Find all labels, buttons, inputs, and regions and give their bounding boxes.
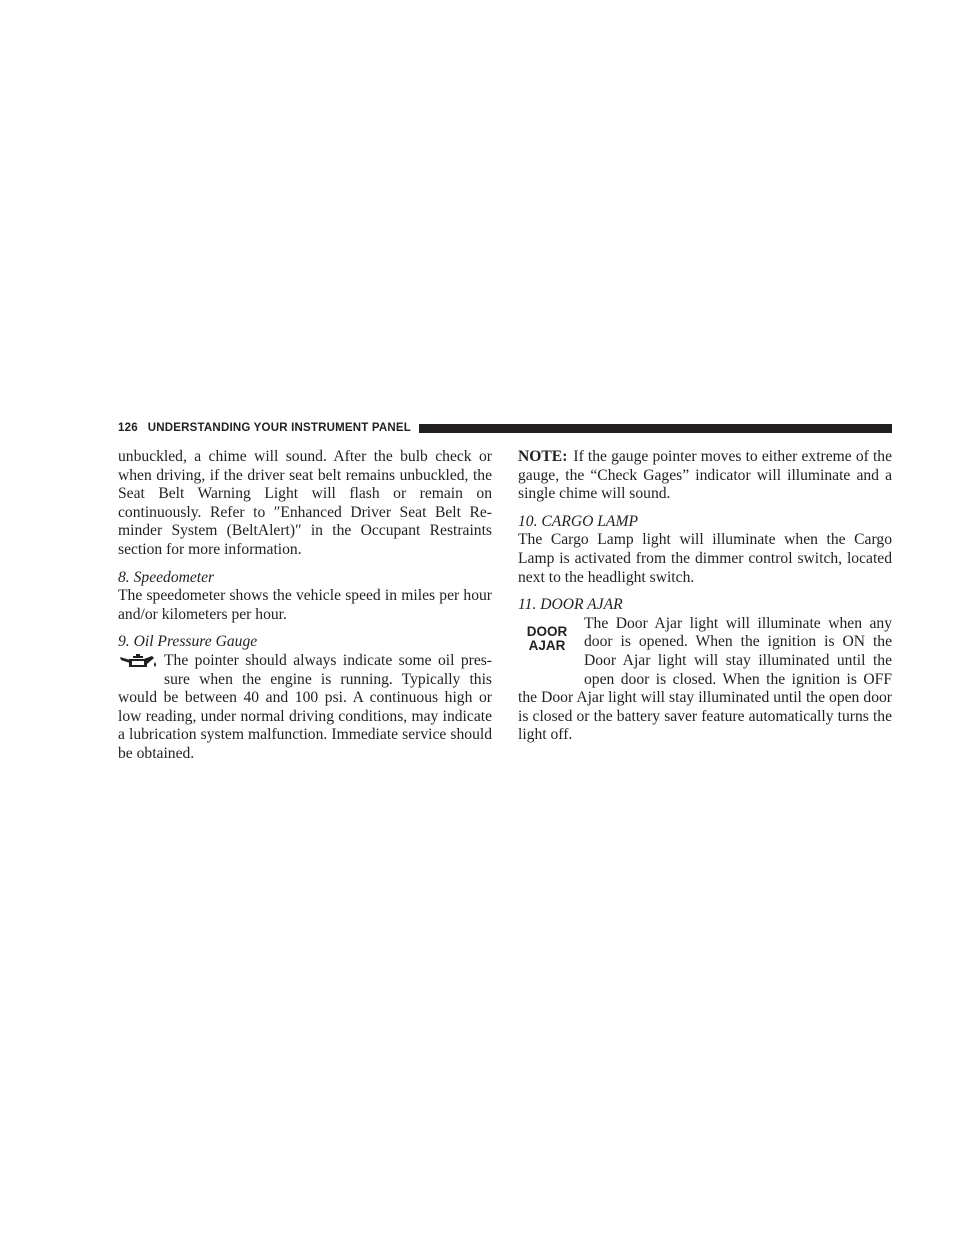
header-rule — [419, 424, 892, 433]
speedometer-paragraph: The speedometer shows the vehicle speed in miles per hour and/or kilometers per hour. — [118, 587, 492, 623]
note-text: If the gauge pointer moves to either extreme of the gauge, the “Check Gages” indicator will illuminate and a single chime will sound. — [518, 448, 892, 503]
oil-pressure-paragraph: The pointer should always indicate some oil pres-sure when the engine is running. Typically this would be between 40 and 100 psi. A continuous high or low reading, under normal driving conditions, may indicate a lubrication system malfunction. Immediate service should be obtained. — [118, 651, 492, 762]
oil-pressure-heading: 9. Oil Pressure Gauge — [118, 633, 258, 651]
note-label: NOTE: — [518, 448, 568, 465]
note-paragraph — [518, 448, 892, 504]
cargo-lamp-paragraph: The Cargo Lamp light will illuminate when the Cargo Lamp is activated from the dimmer control switch, located next to the headlight switch. — [518, 531, 892, 586]
door-ajar-section — [518, 615, 892, 745]
section-title: UNDERSTANDING YOUR INSTRUMENT PANEL — [147, 422, 411, 434]
oil-pressure-section — [118, 652, 492, 764]
page-header — [118, 420, 892, 436]
door-ajar-heading: 11. DOOR AJAR — [518, 596, 623, 614]
door-ajar-icon — [518, 623, 576, 663]
oil-can-icon — [118, 652, 158, 671]
cargo-lamp-heading: 10. CARGO LAMP — [518, 512, 638, 530]
page-number: 126 — [118, 422, 138, 434]
door-ajar-paragraph: The Door Ajar light will illuminate when any door is opened. When the ignition is ON the Door Ajar light will stay illuminated until the open door is closed. When the ignition is OFF the Door Ajar light will stay illuminated until the open door is closed or the battery saver feature automatically turns the light off. — [518, 614, 892, 744]
right-column — [518, 448, 892, 745]
door-ajar-icon-line1: DOOR — [526, 623, 568, 639]
door-ajar-icon-line2: AJAR — [528, 638, 566, 654]
seat-belt-paragraph: unbuckled, a chime will sound. After the bulb check or when driving, if the driver seat belt remains unbuckled, the Seat Belt Warning Light will flash or remain on continuously. Refer to ″Enhanced Driver Seat Belt Re-minder System (BeltAlert)″ in the Occupant Restraints section for more information. — [118, 448, 492, 558]
speedometer-heading: 8. Speedometer — [118, 568, 215, 586]
left-column — [118, 448, 492, 764]
